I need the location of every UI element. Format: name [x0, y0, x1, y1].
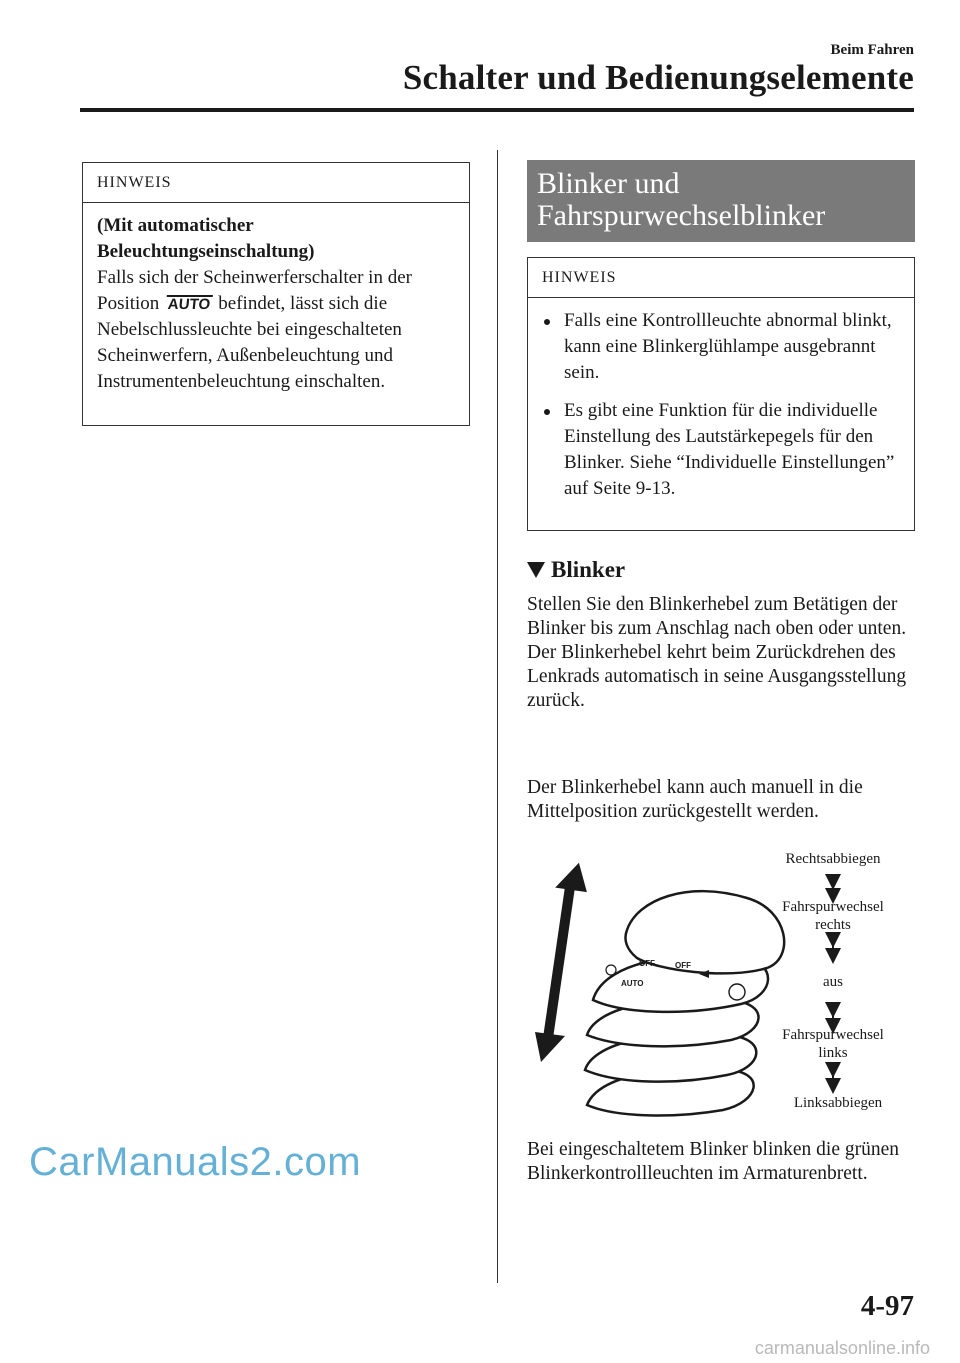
note-list-text: Falls eine Kontrollleuchte abnormal blinkt, kann eine Blinkerglühlampe ausgebrannt sein.: [564, 310, 892, 383]
note-heading: HINWEIS: [528, 258, 914, 298]
label-lane-change-right: Fahrspurwechsel rechts: [782, 899, 884, 933]
section-title-line1: Blinker und: [537, 167, 680, 200]
label-lane-change-left: Fahrspurwechsel links: [782, 1027, 884, 1061]
lever-positions: [585, 891, 784, 1115]
note-list: [542, 308, 902, 502]
note-text-before-icon: Falls sich der Scheinwerferschalter in der Position: [97, 267, 412, 314]
note-body: [528, 298, 914, 526]
column-divider: [497, 150, 498, 1283]
note-box-left: [82, 162, 470, 426]
header-chapter: Beim Fahren: [830, 42, 914, 58]
bullet-icon: [544, 319, 550, 325]
paragraph: Stellen Sie den Blinkerhebel zum Betätigen der Blinker bis zum Anschlag nach oben oder unten. Der Blinkerhebel kehrt beim Zurückdrehen des Lenkrads automatisch in seine Ausgangsstellung zurück.: [527, 594, 907, 711]
section-title: [527, 160, 915, 242]
note-text-after-icon: befindet, lässt sich die Nebelschlussleuchte bei eingeschalteten Scheinwerfern, Außenbeleuchtung und Instrumentenbeleuchtung einschalten.: [97, 293, 402, 392]
footer-site-link[interactable]: carmanualsonline.info: [754, 1338, 930, 1358]
note-box-right: [527, 257, 915, 531]
double-arrow-icon: [535, 860, 591, 1062]
svg-text:OFF: OFF: [639, 959, 655, 968]
note-list-item: [542, 398, 902, 502]
svg-text:AUTO: AUTO: [621, 979, 644, 988]
page-number: 4-97: [860, 1290, 914, 1322]
auto-icon: AUTO: [165, 295, 213, 312]
note-body: [83, 203, 469, 407]
triangle-down-icon: [527, 562, 545, 578]
header-rule: [80, 108, 914, 112]
subsection-title: Blinker: [551, 557, 626, 582]
paragraph: Der Blinkerhebel kann auch manuell in die Mittelposition zurückgestellt werden.: [527, 777, 863, 822]
label-off: aus: [823, 974, 843, 990]
paragraph: Bei eingeschaltetem Blinker blinken die grünen Blinkerkontrollleuchten im Armaturenbrett.: [527, 1139, 900, 1184]
section-title-line2: Fahrspurwechselblinker: [537, 199, 826, 232]
subsection-heading: [527, 557, 625, 583]
label-right-turn: Rechtsabbiegen: [785, 851, 881, 867]
note-list-text: Es gibt eine Funktion für die individuelle Einstellung des Lautstärkepegels für den Blinker. Siehe “Individuelle Einstellungen” auf Seite 9-13.: [564, 400, 895, 499]
turn-signal-lever-diagram: [527, 840, 915, 1130]
note-list-item: [542, 308, 902, 386]
header-title: Schalter und Bedienungselemente: [402, 58, 914, 97]
note-heading: HINWEIS: [83, 163, 469, 203]
bullet-icon: [544, 409, 550, 415]
note-bold-line: (Mit automatischer Beleuchtungseinschaltung): [97, 215, 315, 262]
watermark: CarManuals2.com: [29, 1140, 362, 1184]
label-left-turn: Linksabbiegen: [793, 1095, 883, 1111]
svg-text:OFF: OFF: [675, 961, 691, 970]
